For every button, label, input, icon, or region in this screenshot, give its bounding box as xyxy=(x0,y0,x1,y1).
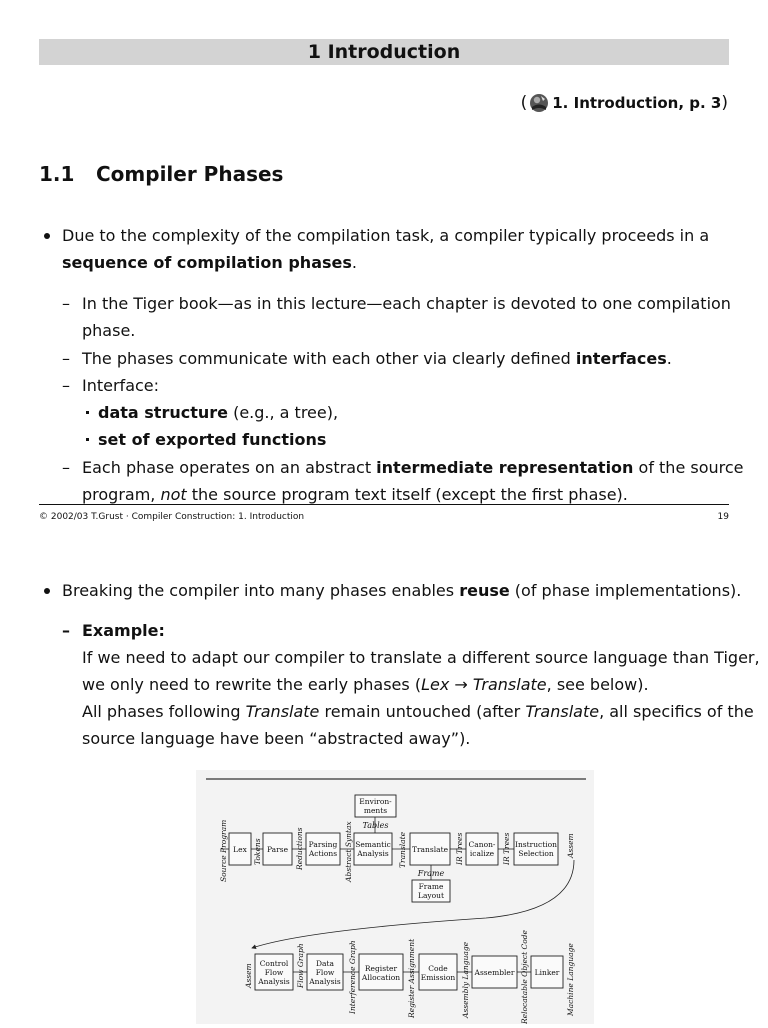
vertical-label: Reductions xyxy=(295,827,304,870)
dash-marker: – xyxy=(62,458,70,477)
ref-open-paren: ( xyxy=(520,93,528,113)
text: , all specifics of the xyxy=(599,702,754,721)
bullet-line xyxy=(62,249,357,276)
text: program, xyxy=(82,485,161,504)
arrow-glyph: → xyxy=(449,675,473,694)
text: the source program text itself (except the first phase). xyxy=(186,485,628,504)
bold-term: Example: xyxy=(82,621,165,640)
dash-marker: – xyxy=(62,294,70,313)
vertical-label: Abstract Syntax xyxy=(344,821,353,882)
bold-term: intermediate representation xyxy=(376,458,634,477)
box-label: Translate xyxy=(411,845,449,854)
dash-marker: – xyxy=(62,349,70,368)
text: All phases following xyxy=(82,702,246,721)
bold-term: data structure xyxy=(98,403,228,422)
vertical-label: Assem xyxy=(244,963,253,988)
box-label: Analysis xyxy=(258,977,290,986)
dash-marker: – xyxy=(62,621,70,640)
section-number: 1.1 xyxy=(39,162,75,186)
sub-bullet-line xyxy=(82,454,744,481)
text: we only need to rewrite the early phases ( xyxy=(82,675,422,694)
box-label: Flow xyxy=(264,968,284,977)
square-marker xyxy=(86,438,89,441)
box-label: Frame xyxy=(418,882,444,891)
italic-term: Translate xyxy=(472,675,547,694)
slide-title: 1 Introduction xyxy=(39,39,729,65)
box-label: icalize xyxy=(469,849,495,858)
box-label: Environ- xyxy=(359,797,392,806)
bullet-line: Due to the complexity of the compilation task, a compiler typically proceeds in a xyxy=(62,226,710,245)
vertical-label: Assembly Language xyxy=(461,941,470,1018)
bullet-dot xyxy=(44,588,50,594)
vertical-label: Register Assignment xyxy=(407,938,416,1018)
vertical-label: IR Trees xyxy=(502,832,511,865)
vertical-label: Source Program xyxy=(219,819,228,882)
box-label: Parse xyxy=(266,845,289,854)
page-number: 19 xyxy=(717,512,729,522)
square-marker xyxy=(86,411,89,414)
box-label: Instruction xyxy=(514,840,558,849)
sub-bullet-line: In the Tiger book—as in this lecture—each chapter is devoted to one compilation xyxy=(82,294,731,313)
example-line: source language have been “abstracted away”). xyxy=(82,729,471,748)
data-label-frame: Frame xyxy=(417,869,445,878)
diagram-svg xyxy=(196,770,594,1024)
example-label xyxy=(82,617,165,644)
text: (e.g., a tree), xyxy=(227,403,339,422)
book-reference[interactable] xyxy=(521,92,728,114)
bold-term: set of exported functions xyxy=(98,430,327,449)
box-label: Flow xyxy=(315,968,335,977)
data-label-tables: Tables xyxy=(362,821,389,830)
sub-sub-bullet-line xyxy=(98,426,326,453)
vertical-label: Relocatable Object Code xyxy=(520,930,529,1024)
italic-term: Lex xyxy=(421,675,450,694)
box-label: Semantic xyxy=(355,840,391,849)
box-label: Parsing xyxy=(308,840,338,849)
box-label: ments xyxy=(363,806,388,815)
text: , see below). xyxy=(546,675,649,694)
footer-divider xyxy=(39,504,729,505)
vertical-label: Translate xyxy=(398,831,407,868)
bold-term: reuse xyxy=(459,581,510,600)
box-label: Assembler xyxy=(474,968,515,977)
compiler-phases-diagram xyxy=(196,770,594,1024)
italic-term: Translate xyxy=(525,702,600,721)
box-label: Control xyxy=(259,959,289,968)
sub-bullet-line: Interface: xyxy=(82,376,160,395)
italic-term: Translate xyxy=(245,702,320,721)
box-label: Code xyxy=(428,964,448,973)
vertical-label: IR Trees xyxy=(455,832,464,865)
italic-term: not xyxy=(160,485,187,504)
vertical-label: Assem xyxy=(566,833,575,858)
box-label: Layout xyxy=(417,891,445,900)
example-line xyxy=(82,671,649,698)
box-label: Data xyxy=(316,959,334,968)
box-label: Canon- xyxy=(468,840,496,849)
box-label: Emission xyxy=(420,973,456,982)
section-heading xyxy=(39,160,283,188)
sub-sub-bullet-line xyxy=(98,399,338,426)
vertical-label: Interference Graph xyxy=(348,940,357,1014)
sub-bullet-line: phase. xyxy=(82,321,136,340)
vertical-label: Tokens xyxy=(253,838,262,865)
box-label: Register xyxy=(364,964,398,973)
ref-close-paren: ) xyxy=(721,93,728,113)
text: (of phase implementations). xyxy=(509,581,742,600)
text: Each phase operates on an abstract xyxy=(82,458,377,477)
text: of the source xyxy=(633,458,744,477)
text: . xyxy=(666,349,672,368)
vertical-label: Flow Graph xyxy=(296,943,305,988)
sub-bullet-line xyxy=(82,345,672,372)
box-label: Analysis xyxy=(357,849,389,858)
text: The phases communicate with each other via clearly defined xyxy=(82,349,576,368)
ref-label: 1. Introduction, p. 3 xyxy=(552,94,722,112)
footer-copyright: © 2002/03 T.Grust · Compiler Construction: 1. Introduction xyxy=(39,512,305,522)
example-line: If we need to adapt our compiler to translate a different source language than Tiger, xyxy=(82,648,760,667)
text: Breaking the compiler into many phases enables xyxy=(62,581,460,600)
example-line xyxy=(82,698,754,725)
bold-term: sequence of compilation phases xyxy=(62,253,352,272)
box-label: Linker xyxy=(534,968,560,977)
bold-term: interfaces xyxy=(575,349,667,368)
dash-marker: – xyxy=(62,376,70,395)
box-label: Allocation xyxy=(361,973,401,982)
box-label: Lex xyxy=(233,845,247,854)
section-title: Compiler Phases xyxy=(96,162,284,186)
vertical-label: Machine Language xyxy=(566,943,575,1016)
book-icon xyxy=(528,92,550,114)
bullet-dot xyxy=(44,233,50,239)
bullet-line xyxy=(62,577,741,604)
text: remain untouched (after xyxy=(319,702,526,721)
text: . xyxy=(351,253,357,272)
box-label: Actions xyxy=(308,849,338,858)
box-label: Analysis xyxy=(309,977,341,986)
box-label: Selection xyxy=(518,849,554,858)
